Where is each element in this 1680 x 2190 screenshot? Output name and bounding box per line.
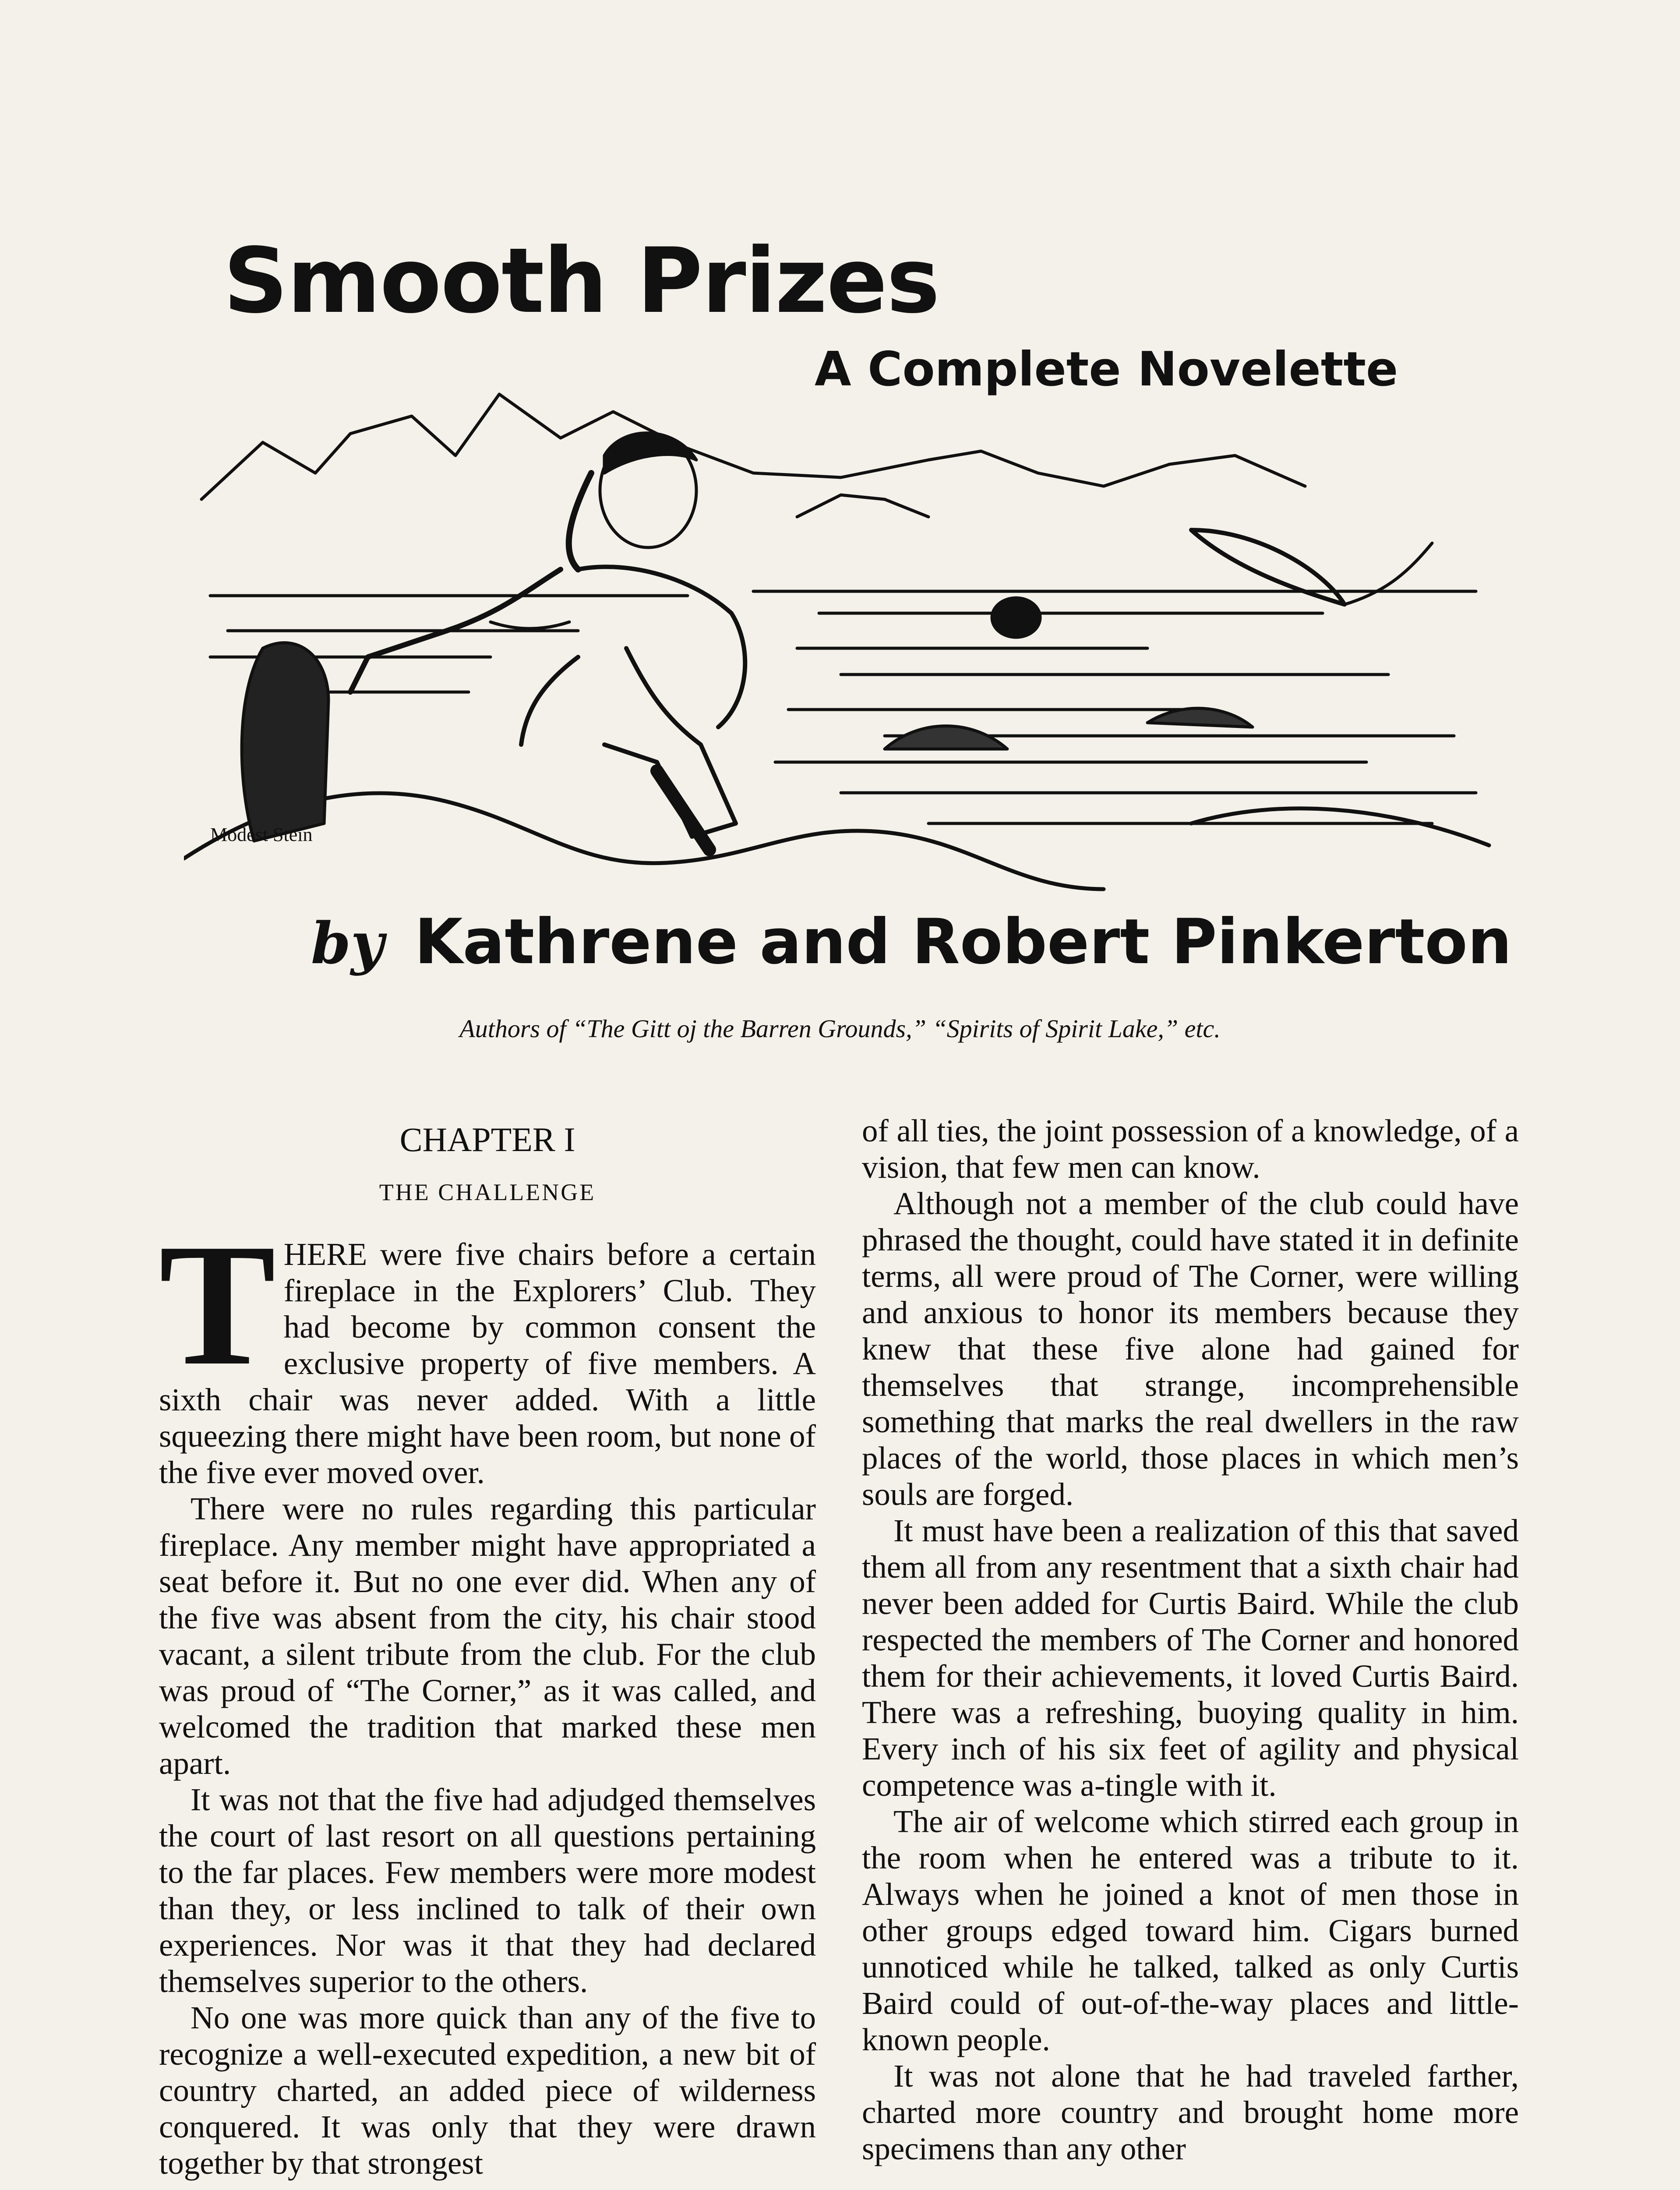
story-title: Smooth Prizes xyxy=(223,229,939,333)
paragraph: of all ties, the joint possession of a knowledge, of a vision, that few men can know. xyxy=(862,1113,1519,1185)
story-subtitle: A Complete Novelette xyxy=(815,342,1398,397)
paragraph: The air of welcome which stirred each group in the room when he entered was a tribute to it. Always when he joined a knot of men those in other groups edged toward him. Cigars burned unnoticed while he talked, talked as only Curtis Baird could of out-of-the-way places and little-known people. xyxy=(862,1804,1519,2057)
paragraph xyxy=(159,1208,816,1491)
story-illustration xyxy=(184,385,1498,911)
chapter-heading: CHAPTER I xyxy=(399,1120,575,1159)
story-authors: Kathrene and Robert Pinkerton xyxy=(414,906,1512,978)
author-credits: Authors of “The Gitt oj the Barren Grounds,” “Spirits of Spirit Lake,” etc. xyxy=(459,1014,1221,1043)
drop-cap: T xyxy=(159,1208,276,1402)
paragraph: It was not that the five had adjudged themselves the court of last resort on all questions pertaining to the far places. Few members were more modest than they, or less inclined to talk of their own experiences. Nor was it that they had declared themselves superior to the others. xyxy=(159,1782,816,1999)
paragraph-text: HERE were five chairs before a certain fireplace in the Explorers’ Club. They had become by common consent the exclusive property of five members. A sixth chair was never added. With a little squeezing there might have been room, but none of the five ever moved over. xyxy=(159,1236,816,1490)
byline-prefix: by xyxy=(311,910,384,977)
text-column-left xyxy=(159,1113,816,2181)
byline xyxy=(311,906,1512,978)
paragraph: Although not a member of the club could have phrased the thought, could have stated it in definite terms, all were proud of The Corner, were willing and anxious to honor its members because they knew that these five alone had gained for themselves that strange, incomprehensible something that marks the real dwellers in the raw places of the world, those places in which men’s souls are forged. xyxy=(862,1186,1519,1512)
paragraph: It must have been a realization of this that saved them all from any resentment that a sixth chair had never been added for Curtis Baird. While the club respected the members of The Corner and honored them for their achievements, it loved Curtis Baird. There was a refreshing, buoying quality in him. Every inch of his six feet of agility and physical competence was a-tingle with it. xyxy=(862,1513,1519,1803)
paragraph: There were no rules regarding this particular fireplace. Any member might have appropriated a seat before it. But no one ever did. When any of the five was absent from the city, his chair stood vacant, a silent tribute from the club. For the club was proud of “The Corner,” as it was called, and welcomed the tradition that marked these men apart. xyxy=(159,1491,816,1781)
text-column-right xyxy=(862,1113,1519,2167)
paragraph: It was not alone that he had traveled farther, charted more country and brought home more specimens than any other xyxy=(862,2058,1519,2166)
chapter-title: THE CHALLENGE xyxy=(379,1179,596,1205)
illustration-signature: Modest Stein xyxy=(210,824,313,845)
paragraph: No one was more quick than any of the five to recognize a well-executed expedition, a new bit of country charted, an added piece of wilderness conquered. It was only that they were drawn together by that strongest xyxy=(159,2000,816,2181)
